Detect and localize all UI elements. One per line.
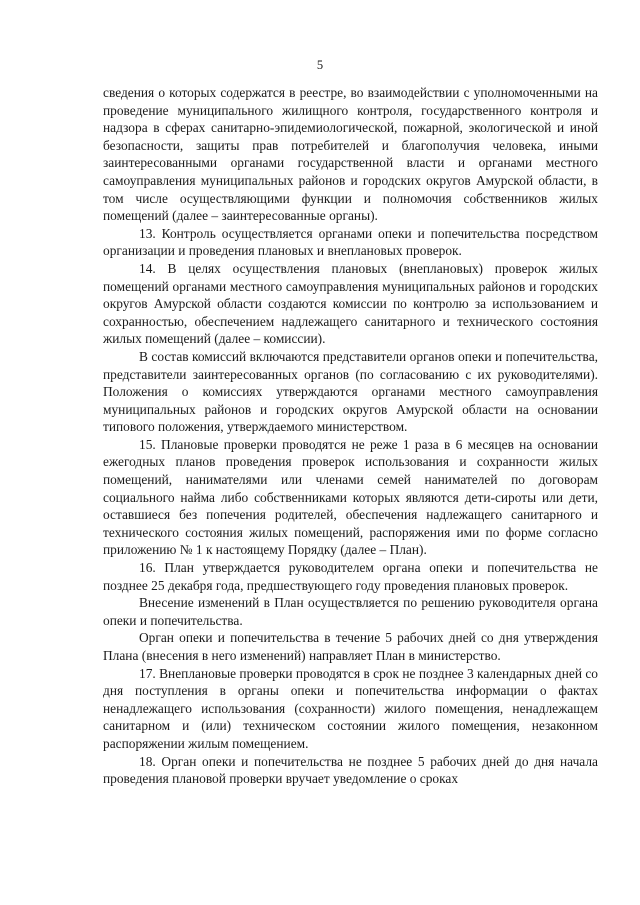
paragraph: 13. Контроль осуществляется органами опеки и попечительства посредством организации и проведения плановых и внеплановых проверок. xyxy=(103,225,598,259)
paragraph: 17. Внеплановые проверки проводятся в срок не позднее 3 календарных дней со дня поступления в органы опеки и попечительства информации о фактах ненадлежащего использования (сохранности) жилого помещения, ненадлежащем санитарном и (или) техническом состоянии жилого помещения, незаконном распоряжении жилым помещением. xyxy=(103,665,598,751)
paragraph: Внесение изменений в План осуществляется по решению руководителя органа опеки и попечительства. xyxy=(103,595,598,628)
paragraph: 14. В целях осуществления плановых (внеплановых) проверок жилых помещений органами местного самоуправления муниципальных районов и городских округов Амурской области создаются комиссии по контролю за использованием и сохранностью, обеспечением надлежащего санитарного и технического состояния жилых помещений (далее – комиссии). xyxy=(103,260,598,347)
paragraph: 18. Орган опеки и попечительства не позднее 5 рабочих дней до дня начала проведения плановой проверки вручает уведомление о сроках xyxy=(103,753,598,787)
paragraph: В состав комиссий включаются представители органов опеки и попечительства, представители заинтересованных органов (по согласованию с их руководителями). Положения о комиссиях утверждаются органами местного самоуправления муниципальных районов и городских округов Амурской области на основании типового положения, утверждаемого министерством. xyxy=(103,348,598,435)
document-body xyxy=(103,84,598,788)
page-number: 5 xyxy=(316,58,324,72)
paragraph: Орган опеки и попечительства в течение 5 рабочих дней со дня утверждения Плана (внесения в него изменений) направляет План в министерство. xyxy=(103,630,598,663)
paragraph: сведения о которых содержатся в реестре, во взаимодействии с уполномоченными на проведение муниципального жилищного контроля, государственного контроля и надзора в сферах санитарно-эпидемиологической, пожарной, экологической и иной безопасности, защиты прав потребителей и благополучия человека, иными заинтересованными органами государственной власти и органами местного самоуправления муниципальных районов и городских округов Амурской области, в том числе осуществляющими функции и полномочия собственников жилых помещений (далее – заинтересованные органы). xyxy=(103,85,598,224)
paragraph: 16. План утверждается руководителем органа опеки и попечительства не позднее 25 декабря года, предшествующего году проведения плановых проверок. xyxy=(103,560,598,593)
paragraph: 15. Плановые проверки проводятся не реже 1 раза в 6 месяцев на основании ежегодных планов проведения проверок использования и сохранности жилых помещений, нанимателями или членами семей нанимателей по договорам социального найма либо собственниками которых являются дети-сироты или дети, оставшиеся без попечения родителей, обеспечения надлежащего санитарного и технического состояния жилых помещений, распоряжения ими по форме согласно приложению № 1 к настоящему Порядку (далее – План). xyxy=(103,436,598,558)
